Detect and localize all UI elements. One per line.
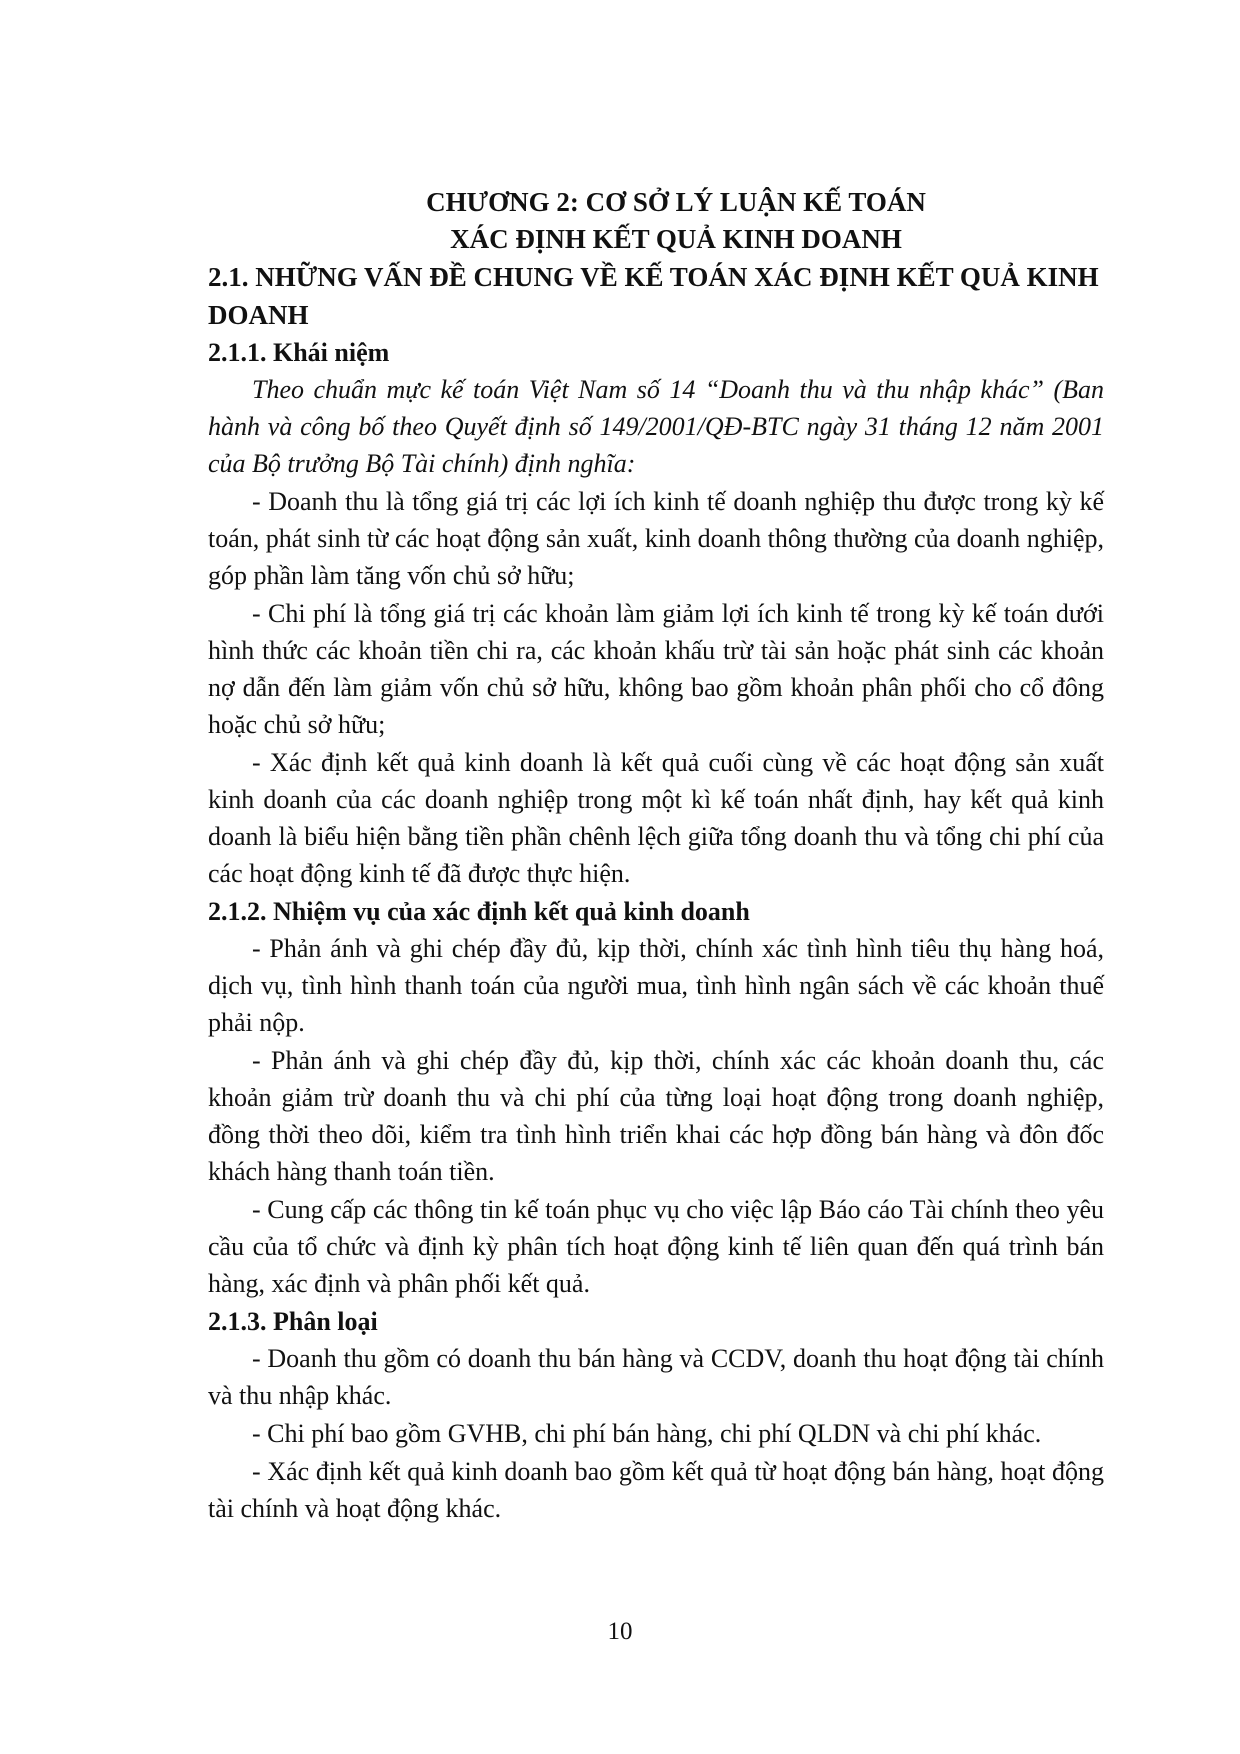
subsection-title-2-1-2: 2.1.2. Nhiệm vụ của xác định kết quả kinh doanh [208, 897, 750, 926]
definition-business-result: - Xác định kết quả kinh doanh là kết quả cuối cùng về các hoạt động sản xuất kinh doanh của các doanh nghiệp trong một kì kế toán nhất định, hay kết quả kinh doanh là biểu hiện bằng tiền phần chênh lệch giữa tổng doanh thu và tổng chi phí của các hoạt động kinh tế đã được thực hiện. [208, 748, 1104, 888]
section-title-2-1: 2.1. NHỮNG VẤN ĐỀ CHUNG VỀ KẾ TOÁN XÁC ĐỊNH KẾT QUẢ KINH DOANH [208, 262, 1099, 330]
chapter-title-line-1: CHƯƠNG 2: CƠ SỞ LÝ LUẬN KẾ TOÁN [426, 187, 926, 217]
classification-item: - Chi phí bao gồm GVHB, chi phí bán hàng, chi phí QLDN và chi phí khác. [252, 1419, 1042, 1448]
chapter-title-line-2: XÁC ĐỊNH KẾT QUẢ KINH DOANH [450, 224, 902, 254]
task-item: - Phản ánh và ghi chép đầy đủ, kịp thời, chính xác các khoản doanh thu, các khoản giảm trừ doanh thu và chi phí của từng loại hoạt động trong doanh nghiệp, đồng thời theo dõi, kiểm tra tình hình triển khai các hợp đồng bán hàng và đôn đốc khách hàng thanh toán tiền. [208, 1046, 1104, 1186]
subsection-title-2-1-1: 2.1.1. Khái niệm [208, 338, 390, 367]
task-item: - Phản ánh và ghi chép đầy đủ, kịp thời, chính xác tình hình tiêu thụ hàng hoá, dịch vụ, tình hình thanh toán của người mua, tình hình ngân sách về các khoản thuế phải nộp. [208, 934, 1104, 1037]
task-item: - Cung cấp các thông tin kế toán phục vụ cho việc lập Báo cáo Tài chính theo yêu cầu của tổ chức và định kỳ phân tích hoạt động kinh tế liên quan đến quá trình bán hàng, xác định và phân phối kết quả. [208, 1195, 1104, 1298]
page-number: 10 [607, 1618, 633, 1645]
subsection-title-2-1-3: 2.1.3. Phân loại [208, 1307, 378, 1336]
document-page [208, 184, 1104, 1684]
definition-intro: Theo chuẩn mực kế toán Việt Nam số 14 “Doanh thu và thu nhập khác” (Ban hành và công bố theo Quyết định số 149/2001/QĐ-BTC ngày 31 tháng 12 năm 2001 của Bộ trưởng Bộ Tài chính) định nghĩa: [208, 375, 1104, 478]
classification-item: - Xác định kết quả kinh doanh bao gồm kết quả từ hoạt động bán hàng, hoạt động tài chính và hoạt động khác. [208, 1457, 1104, 1523]
definition-revenue: - Doanh thu là tổng giá trị các lợi ích kinh tế doanh nghiệp thu được trong kỳ kế toán, phát sinh từ các hoạt động sản xuất, kinh doanh thông thường của doanh nghiệp, góp phần làm tăng vốn chủ sở hữu; [208, 487, 1104, 590]
classification-item: - Doanh thu gồm có doanh thu bán hàng và CCDV, doanh thu hoạt động tài chính và thu nhập khác. [208, 1344, 1104, 1410]
definition-expense: - Chi phí là tổng giá trị các khoản làm giảm lợi ích kinh tế trong kỳ kế toán dưới hình thức các khoản tiền chi ra, các khoản khấu trừ tài sản hoặc phát sinh các khoản nợ dẫn đến làm giảm vốn chủ sở hữu, không bao gồm khoản phân phối cho cổ đông hoặc chủ sở hữu; [208, 599, 1104, 739]
